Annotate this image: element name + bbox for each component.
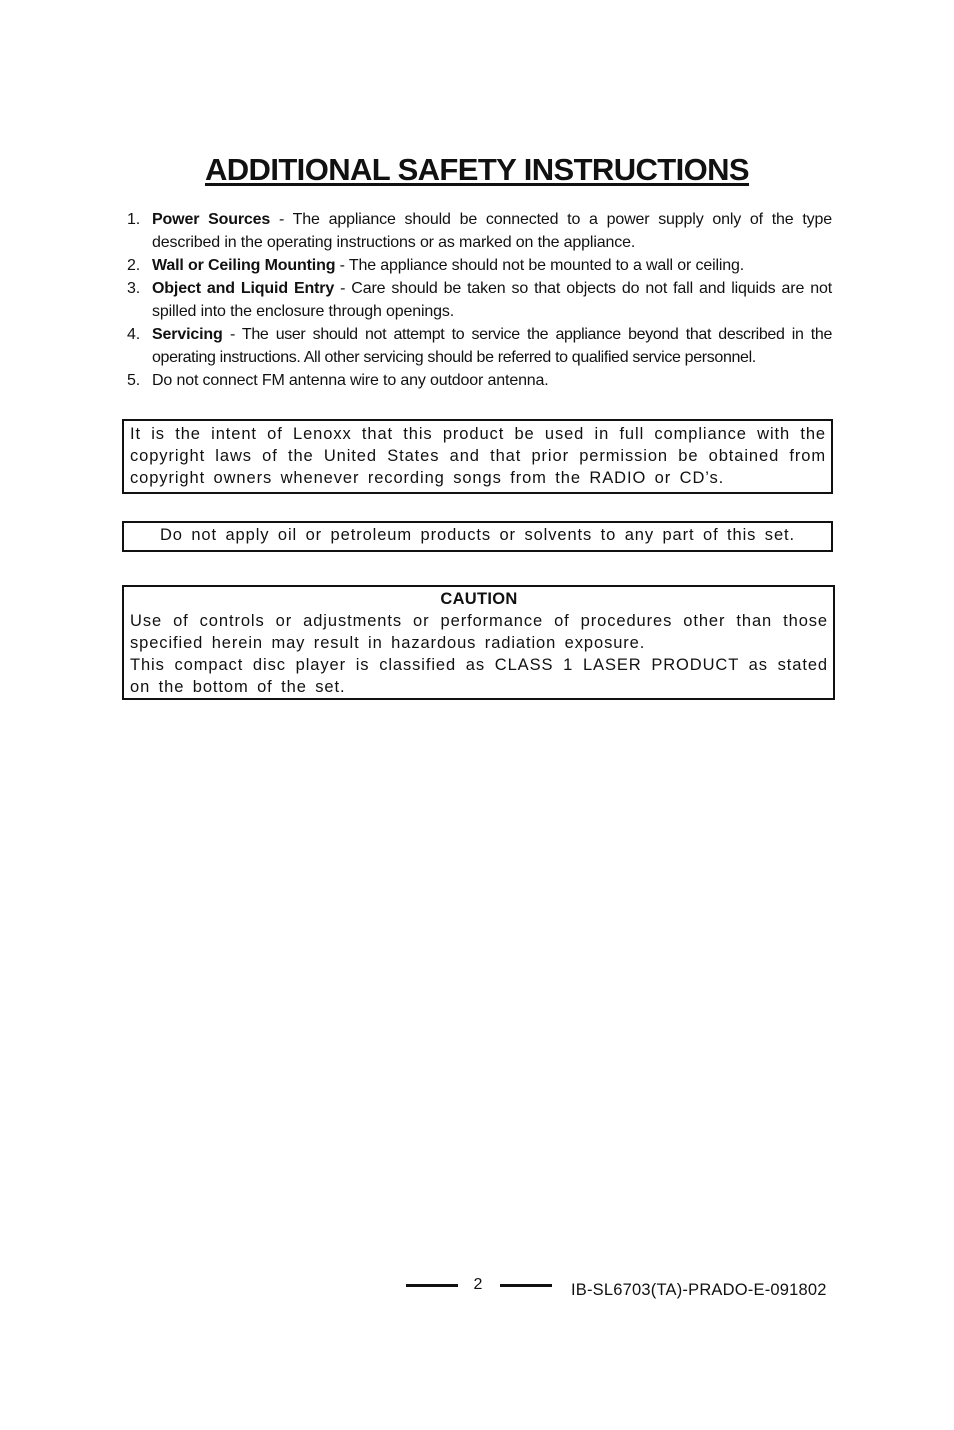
instruction-text: - The appliance should not be mounted to a wall or ceiling. <box>335 257 745 274</box>
caution-heading: CAUTION <box>440 590 518 608</box>
instruction-text: - The appliance should be connected to a power supply only of the type described in the operating instructions or as marked on the appliance. <box>152 211 832 251</box>
footer-rule-right <box>500 1284 552 1287</box>
instruction-term: Servicing <box>152 326 223 343</box>
instruction-number: 2. <box>127 257 141 274</box>
document-code: IB-SL6703(TA)-PRADO-E-091802 <box>571 1281 827 1299</box>
oil-warning-text: Do not apply oil or petroleum products or solvents to any part of this set. <box>159 526 796 544</box>
instruction-text: Do not connect FM antenna wire to any outdoor antenna. <box>152 372 549 389</box>
page-number: 2 <box>473 1276 483 1293</box>
footer-rule-left <box>406 1284 458 1287</box>
instruction-term: Object and Liquid Entry <box>152 280 335 297</box>
caution-radiation-text: Use of controls or adjustments or performance of procedures other than those specified herein may result in hazardous radiation exposure. <box>130 612 828 652</box>
instruction-number: 5. <box>127 372 141 389</box>
instruction-item-fm-antenna <box>127 369 832 392</box>
instruction-number: 3. <box>127 280 141 297</box>
caution-box <box>122 585 835 700</box>
instruction-number: 4. <box>127 326 141 343</box>
instruction-number: 1. <box>127 211 141 228</box>
oil-warning-box <box>122 521 833 552</box>
instruction-item-power-sources <box>127 208 832 254</box>
instruction-text: - Care should be taken so that objects do not fall and liquids are not spilled into the enclosure through openings. <box>152 280 832 320</box>
instruction-term: Power Sources <box>152 211 271 228</box>
instruction-text: - The user should not attempt to service the appliance beyond that described in the operating instructions. All other servicing should be referred to qualified service personnel. <box>152 326 832 366</box>
copyright-notice-box <box>122 419 833 494</box>
instruction-item-object-liquid-entry <box>127 277 832 323</box>
copyright-notice-text: It is the intent of Lenoxx that this product be used in full compliance with the copyright laws of the United States and that prior permission be obtained from copyright owners whenever recording songs from the RADIO or CD’s. <box>130 425 826 487</box>
instruction-item-wall-mounting <box>127 254 832 277</box>
instruction-term: Wall or Ceiling Mounting <box>152 257 336 274</box>
page-title: ADDITIONAL SAFETY INSTRUCTIONS <box>204 152 750 187</box>
instruction-item-servicing <box>127 323 832 369</box>
caution-laser-class-text: This compact disc player is classified as CLASS 1 LASER PRODUCT as stated on the bottom of the set. <box>130 656 828 696</box>
safety-instruction-list <box>127 208 832 392</box>
